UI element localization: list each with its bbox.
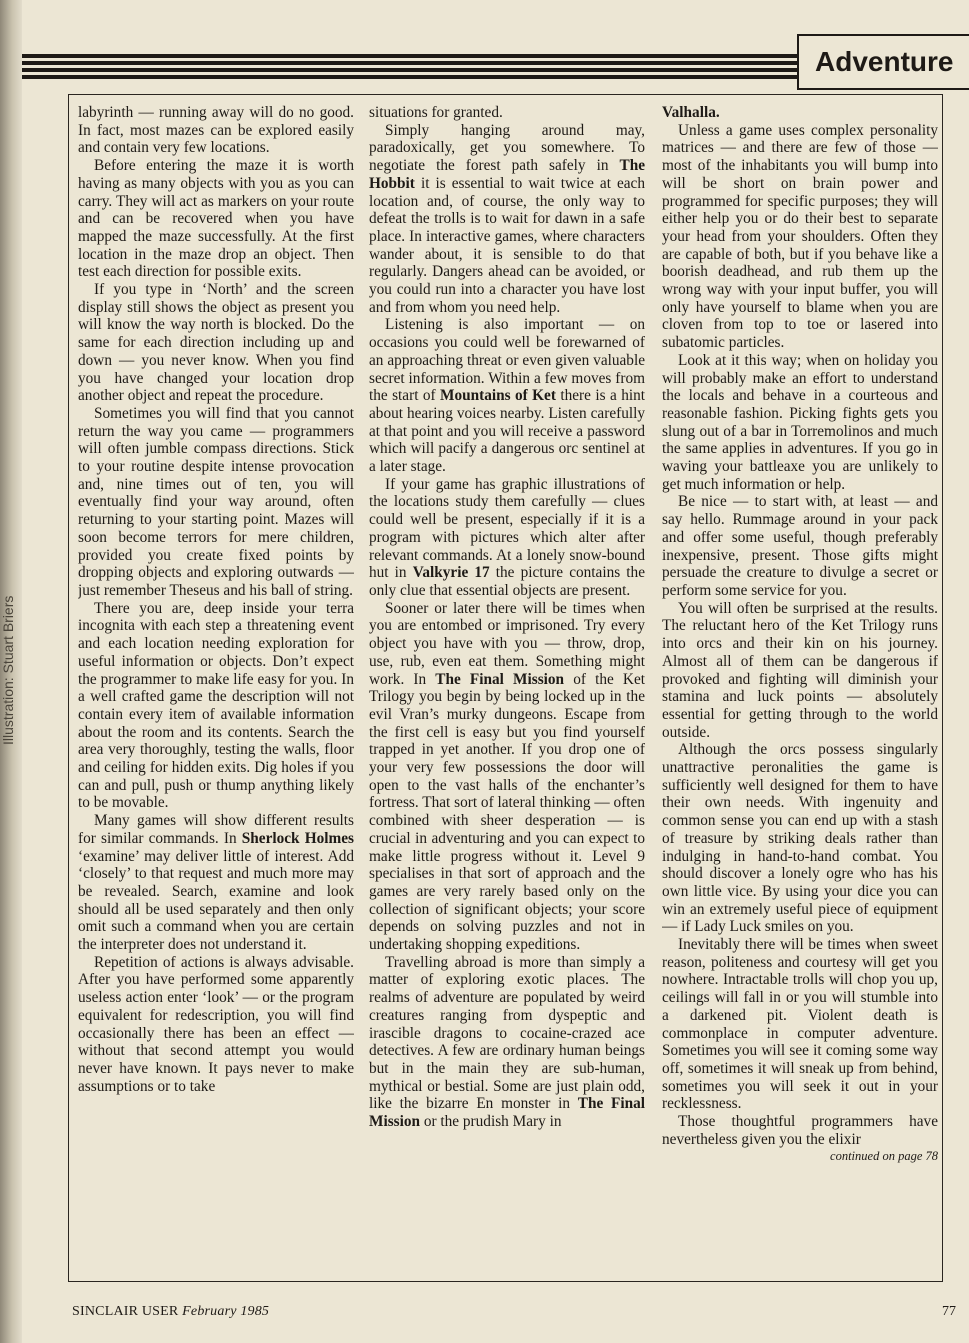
paragraph: You will often be surprised at the results. The reluctant hero of the Ket Trilogy runs into orcs and their kin on his journey. Almost all of them can be dangerous if provoked and fighting will diminish your stamina and luck points — absolutely essential for getting through to the world outside. bbox=[662, 599, 938, 741]
paragraph: Sometimes you will find that you cannot return the way you came — programmers will often jumble compass directions. Stick to your routine despite intense provocation and, nine times out of ten, you will eventually find your way around, often returning to your starting point. Mazes will soon become terrors for mere children, provided you create fixed points by dropping objects and exploring outwards — just remember Theseus and his ball of string. bbox=[78, 404, 354, 599]
magazine-name: SINCLAIR USER bbox=[72, 1304, 179, 1319]
paragraph: situations for granted. bbox=[369, 104, 503, 121]
paragraph: Before entering the maze it is worth having as many objects with you as you can carry. They will act as markers on your route and can be recovered when you have mapped the maze successfully. At the first location in the maze drop an object. Then test each direction for possible exits. bbox=[78, 157, 354, 281]
game-title: The Final Mission bbox=[369, 1095, 645, 1131]
paragraph: If you type in ‘North’ and the screen display still shows the object as present you will know the way north is blocked. Do the same for each direction including up and down — you never know. When you find you have changed your location drop another object and repeat the procedure. bbox=[78, 281, 354, 405]
header-rules bbox=[22, 54, 800, 82]
column-2 bbox=[369, 104, 645, 1276]
paragraph: Inevitably there will be times when sweet reason, politeness and courtesy will get you nowhere. Intractable trolls will chop you up, ceilings will fall in or you will stumble into a darkened pit. Violent death is commonplace in computer adventure. Sometimes you will see it coming some way off, sometimes it will sneak up from behind, sometimes you will seek it out in your recklessness. bbox=[662, 936, 938, 1113]
game-title: Mountains of Ket bbox=[440, 387, 556, 405]
column-1 bbox=[78, 104, 354, 1276]
paragraph: Listening is also important — on occasions you could well be forewarned of an approaching threat or even given valuable secret information. Within a few moves from the start of Mountains of Ket there is a hint about hearing voices nearby. Listen carefully at that point and you will receive a password which will pacify a dangerous orc sentinel at a later stage. bbox=[369, 316, 645, 476]
paragraph: If your game has graphic illustrations of the locations study them carefully — clues could well be present, especially if it is a program with pictures which alter after relevant commands. At a lonely snow-bound hut in Valkyrie 17 the picture contains the only clue that essential objects are present. bbox=[369, 475, 645, 599]
paragraph: There you are, deep inside your terra incognita with each step a threatening event and each location needing exploration for useful information or objects. Don’t expect the programmer to make life easy for you. In a well crafted game the description will not contain every item of available information about the room and its contents. Search the area very thoroughly, testing the walls, floor and ceiling for hidden exits. Dig holes if you can and pull, push or thump anything likely to be movable. bbox=[78, 599, 354, 812]
section-header: Adventure bbox=[797, 34, 969, 90]
paragraph: Repetition of actions is always advisable. After you have performed some apparently useless action enter ‘look’ — or the program equivalent for redescription, you will find occasionally there has been an effect — without that second attempt you would never have known. It pays never to make assumptions or to take bbox=[78, 953, 354, 1095]
paragraph: labyrinth — running away will do no good. In fact, most mazes can be explored easily and contain very few locations. bbox=[78, 104, 354, 157]
game-title: Valhalla. bbox=[662, 104, 720, 121]
paragraph: Look at it this way; when on holiday you will probably make an effort to understand the locals and behave in a courteous and reasonable fashion. Picking fights gets you slung out of a bar in Torremolinos and much the same applies in adventures. If you go in waving your battleaxe you are unlikely to get much information or help. bbox=[662, 351, 938, 493]
game-title: The Final Mission bbox=[435, 670, 565, 688]
paragraph: Be nice — to start with, at least — and say hello. Rummage around in your pack and offer some useful, though preferably inexpensive, present. Those gifts might persuade the creature to divulge a secret or perform some service for you. bbox=[662, 493, 938, 599]
column-3 bbox=[662, 104, 938, 1276]
footer-masthead bbox=[72, 1304, 269, 1320]
issue-date: February 1985 bbox=[182, 1304, 270, 1319]
game-title: Sherlock Holmes bbox=[241, 829, 354, 847]
paragraph: Travelling abroad is more than simply a matter of exploring exotic places. The realms of adventure are populated by weird creatures ranging from dyspeptic and irascible dragons to cocaine-crazed ace detectives. A few are ordinary human beings but in the main they are sub-human, mythical or bestial. Some are just plain odd, like the bizarre En monster in The Final Mission or the prudish Mary in bbox=[369, 953, 645, 1131]
paragraph: Although the orcs possess singularly unattractive peronalities the game is sufficiently well designed for them to have their own needs. With ingenuity and common sense you can end up with a stash of treasure by striking deals rather than indulging in hand-to-hand combat. You should discover a lonely ogre who has his own little vice. By using your dice you can win an extremely useful piece of equipment — if Lady Luck smiles on you. bbox=[662, 741, 938, 936]
paragraph: Simply hanging around may, paradoxically, get you somewhere. To negotiate the forest path safely in The Hobbit it is essential to wait twice at each location and, of course, the only way to defeat the trolls is to wait for dawn in a safe place. In interactive games, where characters wander about, it is sensible to do that regularly. Dangers ahead can be avoided, or you could run into a character you have lost and from whom you need help. bbox=[369, 121, 645, 316]
paragraph: Those thoughtful programmers have nevertheless given you the elixir bbox=[662, 1113, 938, 1148]
continued-note: continued on page 78 bbox=[830, 1149, 938, 1164]
paragraph: Sooner or later there will be times when you are entombed or imprisoned. Try every object you have with you — throw, drop, use, rub, even eat them. Something might work. In The Final Mission of the Ket Trilogy you begin by being locked up in the evil Vran’s murky dungeons. Escape from the first cell is easy but you find yourself trapped in yet another. If you drop one of your very few possessions the door will open to the vast halls of the enchanter’s fortress. That sort of lateral thinking — often combined with sheer desperation — is crucial in adventuring and you can expect to make little progress without it. Level 9 specialises in that sort of approach and the games are very rarely based only on the collection of significant objects; your score depends on solving puzzles and not in undertaking shopping expeditions. bbox=[369, 599, 645, 954]
paragraph: Unless a game uses complex personality matrices — and there are few of those — most of the inhabitants you will bump into will be short on brain power and programmed for specific purposes; they will either help you or do their best to separate your head from your shoulders. Often they are capable of both, but if you behave like a boorish deadhead, and rub them up the wrong way with your input buffer, you will only have yourself to blame when you are cloven from top to toe or lasered into subatomic particles. bbox=[662, 121, 938, 352]
game-title: Valkyrie 17 bbox=[412, 564, 490, 582]
game-title: The Hobbit bbox=[369, 157, 645, 192]
page-number: 77 bbox=[942, 1304, 956, 1319]
paragraph: Many games will show different results for similar commands. In Sherlock Holmes ‘examine’ may deliver little of interest. Add ‘closely’ to that request and much more may be revealed. Search, examine and look should all be used separately and then only omit such a command when you are certain the interpreter does not understand it. bbox=[78, 812, 354, 954]
illustration-credit: Illustration: Stuart Briers bbox=[0, 595, 16, 745]
